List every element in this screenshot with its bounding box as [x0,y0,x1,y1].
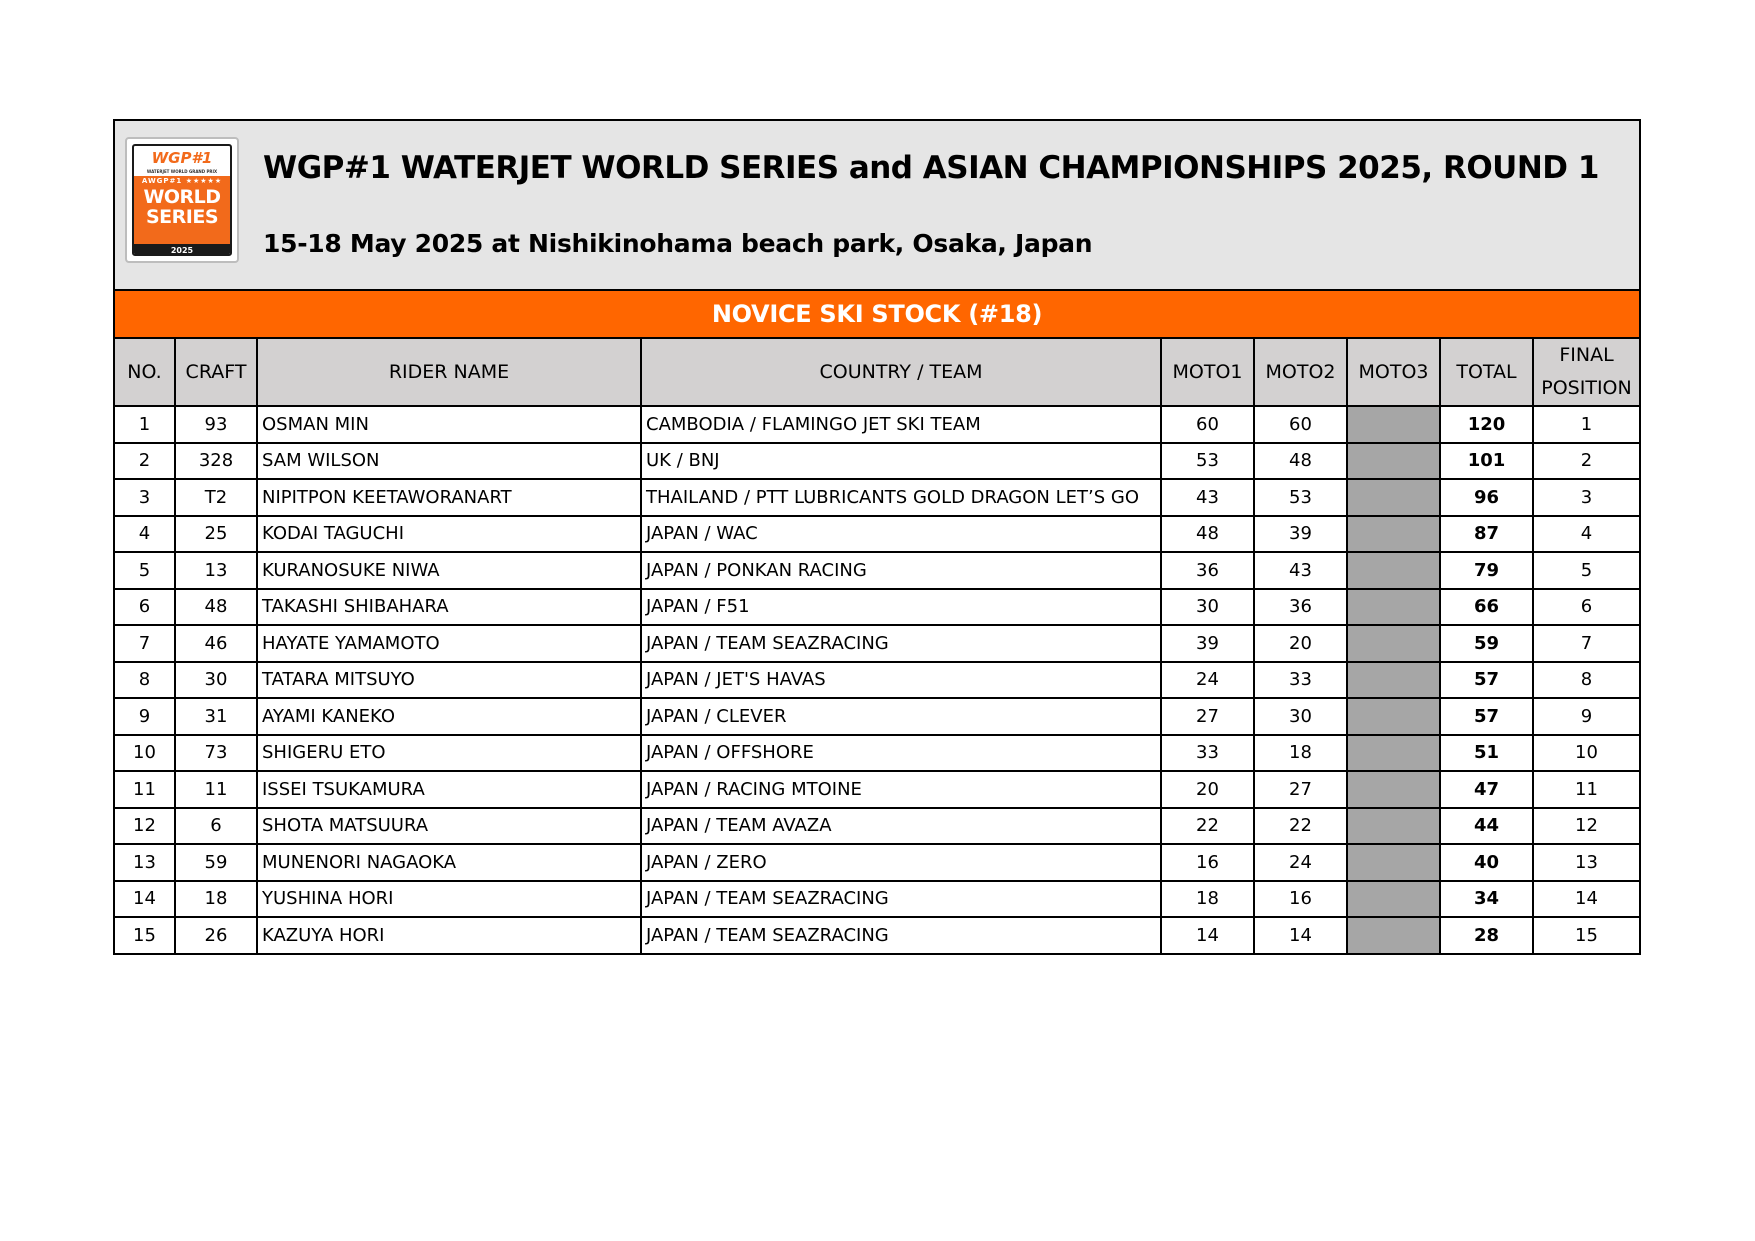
cell-rider: SAM WILSON [257,443,641,480]
table-row [115,735,1639,772]
logo-wgp-text: WGP#1 [151,149,213,167]
cell-moto2: 16 [1254,881,1347,918]
cell-moto3 [1347,625,1440,662]
cell-no: 5 [115,552,175,589]
table-row [115,662,1639,699]
cell-craft: 11 [175,771,257,808]
cell-moto2: 30 [1254,698,1347,735]
event-subtitle: 15-18 May 2025 at Nishikinohama beach park, Osaka, Japan [263,229,1093,258]
final-label-line2: POSITION [1541,377,1632,399]
cell-craft: T2 [175,479,257,516]
cell-team: JAPAN / TEAM SEAZRACING [641,881,1161,918]
table-row [115,698,1639,735]
col-header-total: TOTAL [1440,339,1533,406]
logo-badge-text: AWGP#1 [141,177,183,185]
cell-no: 12 [115,808,175,845]
cell-moto1: 33 [1161,735,1254,772]
cell-final: 11 [1533,771,1639,808]
cell-no: 14 [115,881,175,918]
cell-no: 4 [115,516,175,553]
cell-moto1: 16 [1161,844,1254,881]
col-header-rider: RIDER NAME [257,339,641,406]
cell-craft: 328 [175,443,257,480]
table-row [115,589,1639,626]
table-row [115,516,1639,553]
column-header-row [115,339,1639,406]
cell-moto3 [1347,771,1440,808]
cell-team: CAMBODIA / FLAMINGO JET SKI TEAM [641,406,1161,443]
cell-team: JAPAN / F51 [641,589,1161,626]
cell-team: JAPAN / JET'S HAVAS [641,662,1161,699]
cell-team: JAPAN / TEAM AVAZA [641,808,1161,845]
cell-final: 6 [1533,589,1639,626]
cell-no: 3 [115,479,175,516]
cell-craft: 26 [175,917,257,953]
cell-no: 1 [115,406,175,443]
cell-moto2: 33 [1254,662,1347,699]
cell-moto1: 53 [1161,443,1254,480]
table-row [115,881,1639,918]
col-header-no: NO. [115,339,175,406]
cell-rider: NIPITPON KEETAWORANART [257,479,641,516]
cell-moto2: 24 [1254,844,1347,881]
cell-no: 11 [115,771,175,808]
cell-moto3 [1347,406,1440,443]
col-header-craft: CRAFT [175,339,257,406]
results-table [115,339,1639,953]
cell-final: 15 [1533,917,1639,953]
cell-moto2: 22 [1254,808,1347,845]
cell-rider: MUNENORI NAGAOKA [257,844,641,881]
cell-final: 7 [1533,625,1639,662]
col-header-moto1: MOTO1 [1161,339,1254,406]
cell-team: JAPAN / TEAM SEAZRACING [641,625,1161,662]
cell-moto1: 30 [1161,589,1254,626]
cell-moto1: 60 [1161,406,1254,443]
cell-final: 4 [1533,516,1639,553]
cell-moto2: 53 [1254,479,1347,516]
cell-final: 13 [1533,844,1639,881]
cell-total: 57 [1440,662,1533,699]
cell-rider: HAYATE YAMAMOTO [257,625,641,662]
cell-craft: 25 [175,516,257,553]
cell-total: 40 [1440,844,1533,881]
cell-final: 14 [1533,881,1639,918]
cell-total: 47 [1440,771,1533,808]
cell-moto3 [1347,443,1440,480]
cell-moto3 [1347,552,1440,589]
logo-wgp-mark [134,146,230,176]
event-header [115,121,1639,291]
cell-moto2: 20 [1254,625,1347,662]
logo-tagline: WATERJET WORLD GRAND PRIX [146,169,218,174]
cell-total: 51 [1440,735,1533,772]
col-header-moto3: MOTO3 [1347,339,1440,406]
cell-final: 5 [1533,552,1639,589]
cell-craft: 73 [175,735,257,772]
cell-total: 120 [1440,406,1533,443]
cell-moto2: 48 [1254,443,1347,480]
cell-moto2: 27 [1254,771,1347,808]
cell-team: JAPAN / WAC [641,516,1161,553]
cell-moto3 [1347,698,1440,735]
cell-moto2: 43 [1254,552,1347,589]
cell-craft: 59 [175,844,257,881]
cell-total: 44 [1440,808,1533,845]
cell-craft: 13 [175,552,257,589]
cell-rider: TATARA MITSUYO [257,662,641,699]
results-sheet [113,119,1641,955]
cell-rider: ISSEI TSUKAMURA [257,771,641,808]
cell-moto3 [1347,735,1440,772]
event-title: WGP#1 WATERJET WORLD SERIES and ASIAN CHAMPIONSHIPS 2025, ROUND 1 [263,150,1599,186]
cell-rider: SHIGERU ETO [257,735,641,772]
cell-final: 10 [1533,735,1639,772]
final-label-line1: FINAL [1559,344,1614,366]
cell-craft: 18 [175,881,257,918]
cell-moto3 [1347,662,1440,699]
cell-moto3 [1347,479,1440,516]
cell-moto3 [1347,808,1440,845]
col-header-moto2: MOTO2 [1254,339,1347,406]
cell-moto2: 60 [1254,406,1347,443]
cell-total: 59 [1440,625,1533,662]
col-header-team: COUNTRY / TEAM [641,339,1161,406]
cell-team: JAPAN / CLEVER [641,698,1161,735]
cell-moto3 [1347,881,1440,918]
cell-moto1: 27 [1161,698,1254,735]
logo-year: 2025 [134,244,230,256]
cell-total: 66 [1440,589,1533,626]
cell-rider: YUSHINA HORI [257,881,641,918]
cell-no: 7 [115,625,175,662]
table-row [115,552,1639,589]
cell-total: 79 [1440,552,1533,589]
cell-craft: 48 [175,589,257,626]
table-row [115,625,1639,662]
table-row [115,771,1639,808]
cell-no: 15 [115,917,175,953]
cell-craft: 6 [175,808,257,845]
cell-team: JAPAN / RACING MTOINE [641,771,1161,808]
cell-rider: KODAI TAGUCHI [257,516,641,553]
cell-no: 2 [115,443,175,480]
cell-team: JAPAN / TEAM SEAZRACING [641,917,1161,953]
world-series-logo [125,137,239,263]
cell-rider: OSMAN MIN [257,406,641,443]
cell-final: 3 [1533,479,1639,516]
cell-moto3 [1347,589,1440,626]
cell-craft: 31 [175,698,257,735]
cell-rider: SHOTA MATSUURA [257,808,641,845]
cell-moto3 [1347,844,1440,881]
cell-total: 28 [1440,917,1533,953]
cell-rider: AYAMI KANEKO [257,698,641,735]
cell-moto1: 43 [1161,479,1254,516]
results-body [115,406,1639,953]
cell-final: 12 [1533,808,1639,845]
cell-no: 10 [115,735,175,772]
cell-final: 1 [1533,406,1639,443]
table-row [115,844,1639,881]
table-row [115,479,1639,516]
cell-rider: KURANOSUKE NIWA [257,552,641,589]
cell-no: 8 [115,662,175,699]
cell-craft: 30 [175,662,257,699]
logo-series-text: SERIES [145,206,219,228]
cell-team: THAILAND / PTT LUBRICANTS GOLD DRAGON LET’S GO [641,479,1161,516]
cell-moto1: 22 [1161,808,1254,845]
cell-final: 9 [1533,698,1639,735]
cell-moto1: 20 [1161,771,1254,808]
cell-moto1: 24 [1161,662,1254,699]
logo-orange-panel [134,176,230,244]
table-row [115,406,1639,443]
cell-total: 87 [1440,516,1533,553]
cell-total: 57 [1440,698,1533,735]
star-icons: ★★★★★ [185,177,223,185]
cell-craft: 46 [175,625,257,662]
class-title-bar: NOVICE SKI STOCK (#18) [115,291,1639,339]
cell-rider: TAKASHI SHIBAHARA [257,589,641,626]
table-row [115,917,1639,953]
cell-total: 96 [1440,479,1533,516]
cell-moto2: 36 [1254,589,1347,626]
cell-total: 34 [1440,881,1533,918]
table-row [115,443,1639,480]
logo-badge [132,144,232,256]
cell-moto1: 36 [1161,552,1254,589]
cell-final: 8 [1533,662,1639,699]
cell-total: 101 [1440,443,1533,480]
cell-no: 13 [115,844,175,881]
cell-moto1: 48 [1161,516,1254,553]
cell-moto2: 18 [1254,735,1347,772]
cell-moto3 [1347,917,1440,953]
cell-moto1: 14 [1161,917,1254,953]
cell-rider: KAZUYA HORI [257,917,641,953]
cell-no: 6 [115,589,175,626]
cell-moto2: 14 [1254,917,1347,953]
cell-team: JAPAN / OFFSHORE [641,735,1161,772]
cell-moto1: 18 [1161,881,1254,918]
cell-final: 2 [1533,443,1639,480]
cell-team: JAPAN / ZERO [641,844,1161,881]
cell-moto2: 39 [1254,516,1347,553]
cell-team: JAPAN / PONKAN RACING [641,552,1161,589]
cell-moto1: 39 [1161,625,1254,662]
col-header-final-position [1533,339,1639,406]
cell-no: 9 [115,698,175,735]
cell-moto3 [1347,516,1440,553]
logo-world-text: WORLD [143,186,221,208]
cell-craft: 93 [175,406,257,443]
cell-team: UK / BNJ [641,443,1161,480]
table-row [115,808,1639,845]
